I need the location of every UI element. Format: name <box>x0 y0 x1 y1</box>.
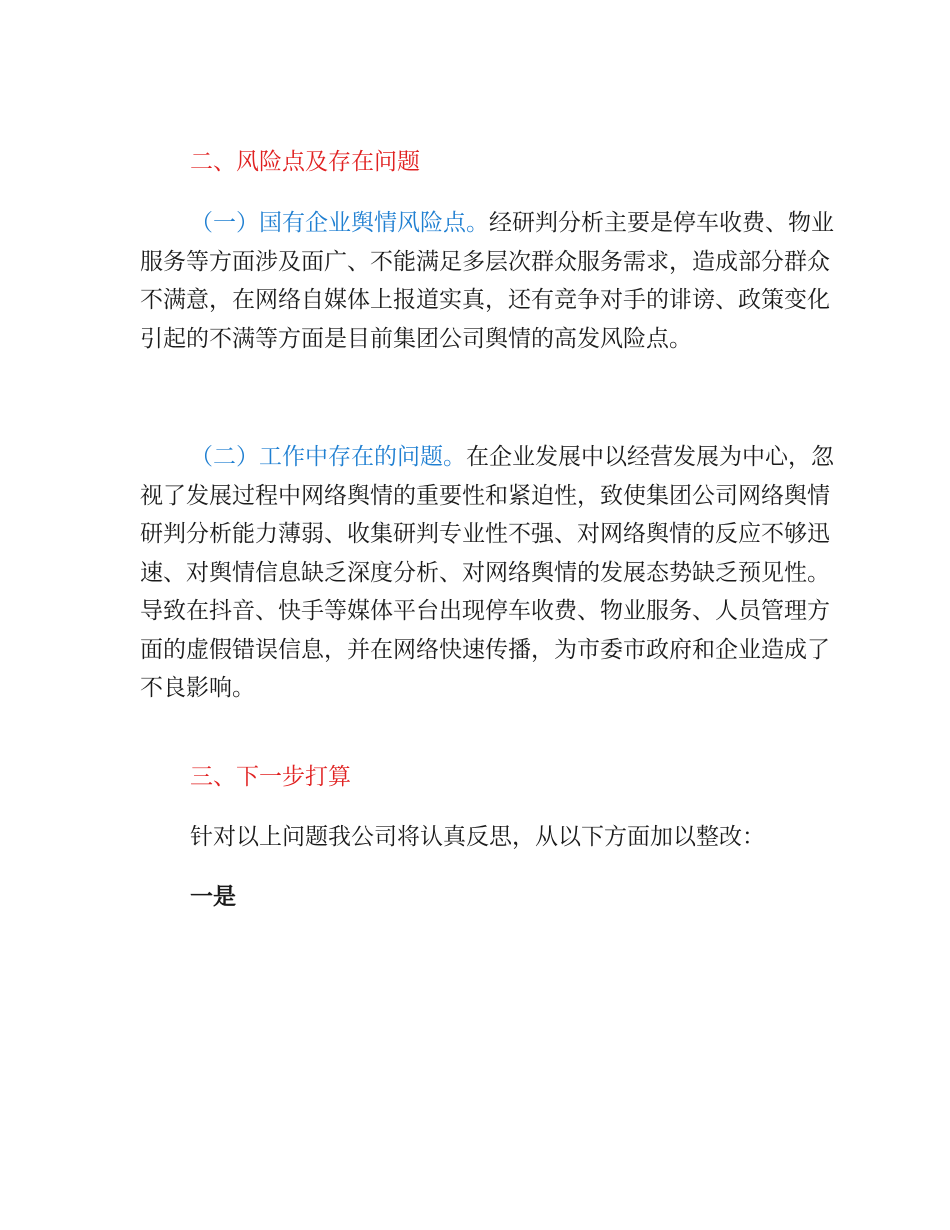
paragraph-risk-points-text: 经研判分析主要是停车收费、物业服务等方面涉及面广、不能满足多层次群众服务需求，造成部分群众不满意，在网络自媒体上报道实真，还有竞争对手的诽谤、政策变化引起的不满等方面是目前集团公司舆情的高发风险点。 <box>140 210 834 352</box>
section-heading-risk-points: 二、风险点及存在问题 <box>190 149 420 175</box>
point-one-label: 一是 <box>190 884 236 910</box>
subheading-soe-public-opinion-risk: （一）国有企业舆情风险点。 <box>190 210 489 236</box>
paragraph-work-problems-text: 在企业发展中以经营发展为中心，忽视了发展过程中网络舆情的重要性和紧迫性，致使集团公司网络舆情研判分析能力薄弱、收集研判专业性不强、对网络舆情的反应不够迅速、对舆情信息缺乏深度分析、对网络舆情的发展态势缺乏预见性。导致在抖音、快手等媒体平台出现停车收费、物业服务、人员管理方面的虚假错误信息，并在网络快速传播，为市委市政府和企业造成了不良影响。 <box>140 444 834 701</box>
section-heading-next-steps: 三、下一步打算 <box>190 764 351 790</box>
paragraph-rectification-intro: 针对以上问题我公司将认真反思，从以下方面加以整改： <box>190 824 765 850</box>
paragraph-risk-points <box>140 204 840 358</box>
paragraph-work-problems <box>140 438 840 708</box>
subheading-work-problems: （二）工作中存在的问题。 <box>190 444 466 470</box>
